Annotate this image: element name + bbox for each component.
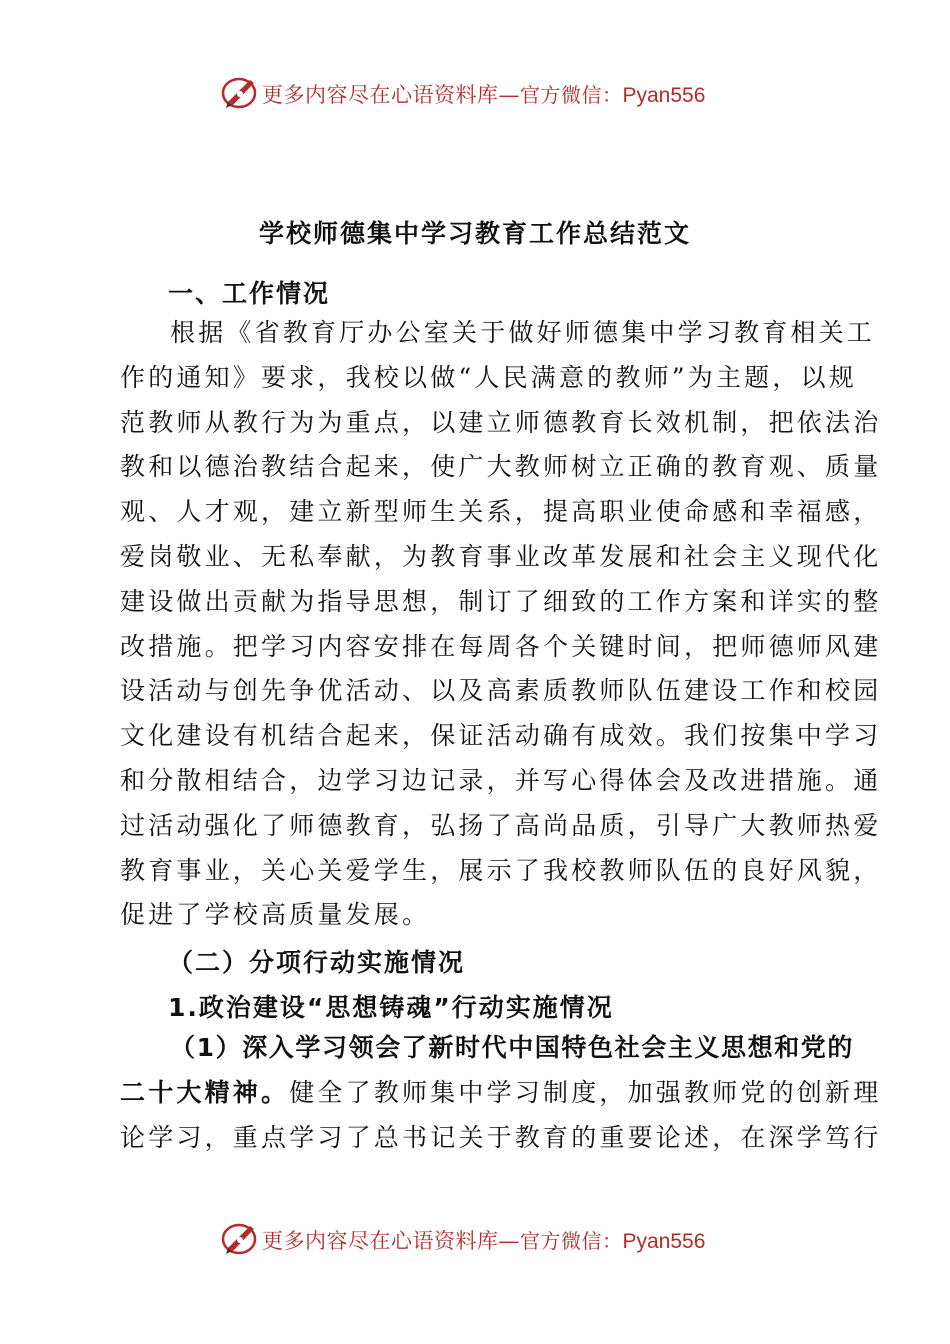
item1-bold-line: （1）深入学习领会了新时代中国特色社会主义思想和党的: [170, 1033, 854, 1062]
section-heading-work-status: 一、工作情况: [168, 279, 331, 308]
paragraph-line: 教育事业，关心关爱学生，展示了我校教师队伍的良好风貌，: [120, 855, 882, 885]
paragraph-line: 文化建设有机结合起来，保证活动确有成效。我们按集中学习: [120, 721, 882, 751]
item1-line2-text: 健全了教师集中学习制度，加强教师党的创新理: [289, 1078, 882, 1107]
paragraph-line: 改措施。把学习内容安排在每周各个关键时间，把师德师风建: [120, 631, 882, 661]
paragraph-line: 范教师从教行为为重点，以建立师德教育长效机制，把依法治: [120, 407, 882, 437]
paragraph-line: 过活动强化了师德教育，弘扬了高尚品质，引导广大教师热爱: [120, 810, 882, 840]
paragraph-line: 促进了学校高质量发展。: [120, 900, 431, 930]
paragraph-line: 设活动与创先争优活动、以及高素质教师队伍建设工作和校园: [120, 676, 882, 706]
document-title: 学校师德集中学习教育工作总结范文: [258, 219, 691, 248]
item1-line3: 论学习，重点学习了总书记关于教育的重要论述，在深学笃行: [120, 1123, 882, 1152]
subsection-heading-political: 1.政治建设“思想铸魂”行动实施情况: [168, 993, 614, 1022]
pen-logo-icon: [220, 72, 260, 112]
pen-logo-icon: [220, 1218, 260, 1258]
paragraph-line: 教和以德治教结合起来，使广大教师树立正确的教育观、质量: [120, 452, 882, 482]
paragraph-line: 建设做出贡献为指导思想，制订了细致的工作方案和详实的整: [120, 586, 882, 616]
item1-bold-end: 二十大精神。: [120, 1078, 290, 1107]
paragraph-line: 根据《省教育厅办公室关于做好师德集中学习教育相关工: [170, 318, 876, 347]
watermark-banner-top: [0, 70, 950, 116]
paragraph-line: 作的通知》要求，我校以做“人民满意的教师”为主题，以规: [120, 362, 857, 392]
watermark-banner-bottom: [0, 1216, 950, 1262]
paragraph-line: 观、人才观，建立新型师生关系，提高职业使命感和幸福感，: [120, 497, 882, 527]
watermark-text: 更多内容尽在心语资料库—官方微信：Pyan556: [262, 83, 706, 107]
item1-line2: [120, 1078, 882, 1108]
watermark-text: 更多内容尽在心语资料库—官方微信：Pyan556: [262, 1229, 706, 1253]
section-heading-action-implementation: （二）分项行动实施情况: [168, 948, 466, 977]
paragraph-line: 和分散相结合，边学习边记录，并写心得体会及改进措施。通: [120, 766, 882, 795]
paragraph-line: 爱岗敬业、无私奉献，为教育事业改革发展和社会主义现代化: [120, 542, 882, 571]
